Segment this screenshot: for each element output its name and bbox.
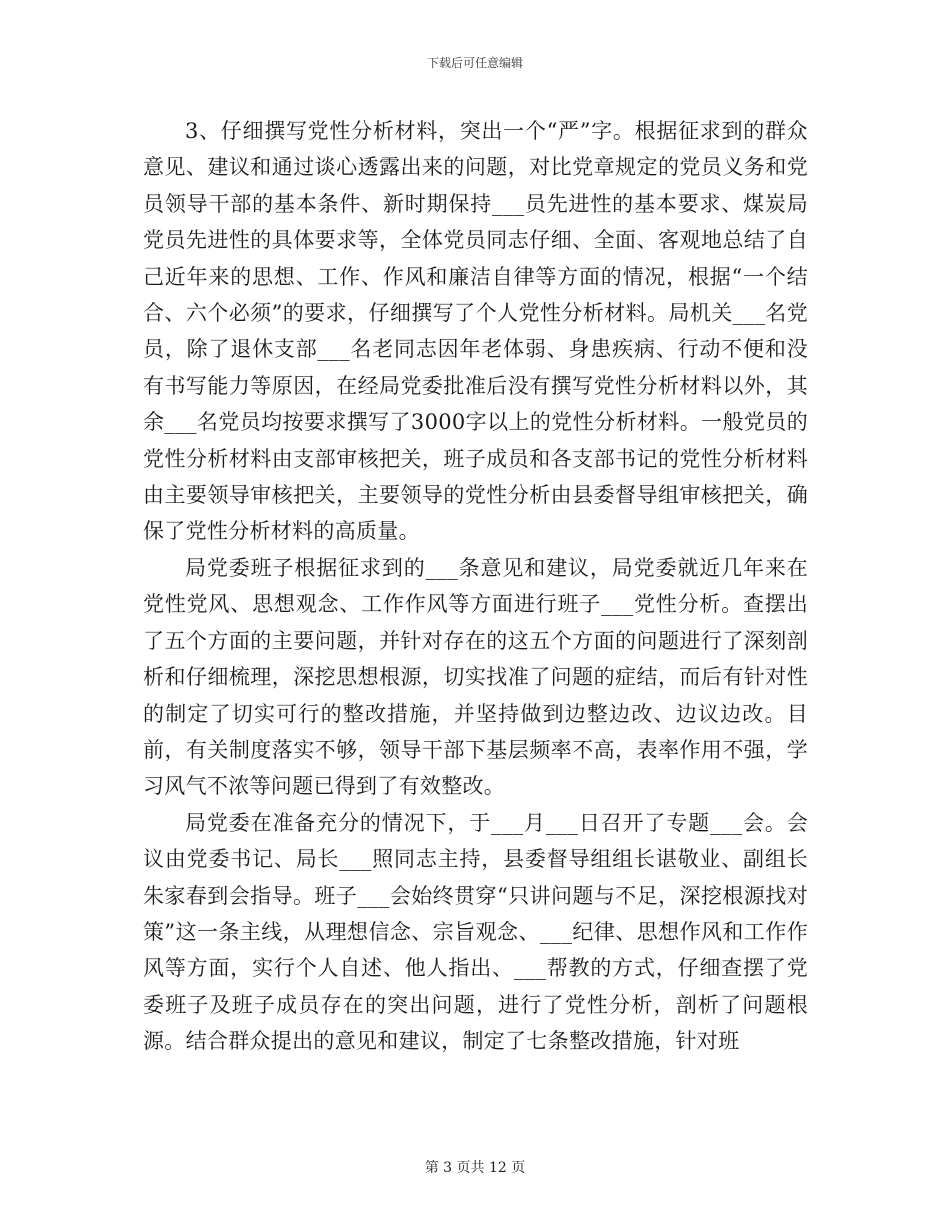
paragraph-3: 局党委在准备充分的情况下，于___月___日召开了专题___会。会议由党委书记、局长___照同志主持，县委督导组组长谌敬业、副组长朱家春到会指导。班子___会始终贯穿“只讲问题与不足，深挖根源找对策”这一条主线，从理想信念、宗旨观念、___纪律、思想作风和工作作风等方面，实行个人自述、他人指出、___帮教的方式，仔细查摆了党委班子及班子成员存在的突出问题，进行了党性分析，剖析了问题根源。结合群众提出的意见和建议，制定了七条整改措施，针对班	[143, 810, 808, 1054]
header-note: 下载后可任意编辑	[426, 56, 523, 70]
page-number: 第 3 页共 12 页	[424, 1160, 526, 1176]
paragraph-1: 3、仔细撰写党性分析材料，突出一个“严”字。根据征求到的群众意见、建议和通过谈心透露出来的问题，对比党章规定的党员义务和党员领导干部的基本条件、新时期保持___员先进性的基本要求、煤炭局党员先进性的具体要求等，全体党员同志仔细、全面、客观地总结了自己近年来的思想、工作、作风和廉洁自律等方面的情况，根据“一个结合、六个必须”的要求，仔细撰写了个人党性分析材料。局机关___名党员，除了退休支部___名老同志因年老体弱、身患疾病、行动不便和没有书写能力等原因，在经局党委批准后没有撰写党性分析材料以外，其余___名党员均按要求撰写了3000字以上的党性分析材料。一般党员的党性分析材料由支部审核把关，班子成员和各支部书记的党性分析材料由主要领导审核把关，主要领导的党性分析由县委督导组审核把关，确保了党性分析材料的高质量。	[143, 119, 808, 544]
document-body	[143, 113, 808, 1060]
paragraph-2: 局党委班子根据征求到的___条意见和建议，局党委就近几年来在党性党风、思想观念、工作作风等方面进行班子___党性分析。查摆出了五个方面的主要问题，并针对存在的这五个方面的问题进行了深刻剖析和仔细梳理，深挖思想根源，切实找准了问题的症结，而后有针对性的制定了切实可行的整改措施，并坚持做到边整边改、边议边改。目前，有关制度落实不够，领导干部下基层频率不高，表率作用不强，学习风气不浓等问题已得到了有效整改。	[143, 555, 808, 799]
